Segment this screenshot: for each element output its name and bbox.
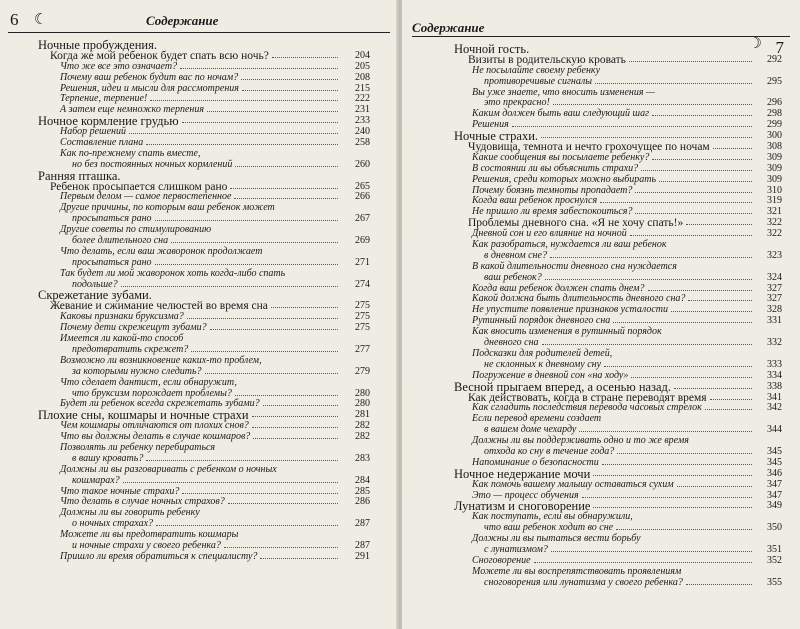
toc-entry-page: 327 [767,293,782,305]
toc-entry-page: 324 [767,271,782,283]
page-number: 7 [775,38,784,57]
toc-entry-page: 275 [355,300,370,312]
toc-entry-title: в дневном сне? [484,249,547,261]
toc-entry-title: в вашем доме чехарду [484,424,577,436]
toc-entry-page: 331 [767,315,782,327]
toc-entry [402,379,800,394]
toc-entry-page: 281 [355,409,370,421]
toc-entry-title: Ночной гость. [454,42,530,56]
toc-entry-page: 322 [767,228,782,240]
toc-entry-title: о ночных страхах? [72,518,154,530]
toc-entry-title: Как разобраться, нуждается ли ваш ребенок [472,239,667,251]
toc-entry-page: 338 [767,380,782,392]
toc-entry-title: более длительного сна [72,235,169,247]
dot-leader [579,431,752,432]
toc-entry-title: Как помочь вашему малышу оставаться сухим [472,478,674,490]
toc-entry-page: 283 [355,452,370,464]
dot-leader [241,79,338,80]
toc-entry-page: 271 [355,256,370,268]
toc-entry-title: Весной прыгаем вперед, а осенью назад. [454,379,672,394]
toc-entry-page: 298 [767,108,782,120]
toc-entry-title: Должны ли вы поддерживать одно и то же время [472,435,689,447]
toc-entry-title: А затем еще немножко терпения [60,104,205,116]
dot-leader [228,503,338,504]
toc-entry-page: 351 [767,543,782,555]
toc-entry-title: Рутинный порядок дневного сна [472,315,611,327]
dot-leader [629,61,752,62]
toc-entry-title: Жевание и сжимание челюстей во время сна [50,300,268,313]
toc-entry-title: Вы уже знаете, что вносить изменения — [472,86,655,98]
toc-entry-title: Дневной сон и его влияние на ночной [472,228,627,240]
toc-entry [0,334,398,345]
toc-entry [402,447,800,458]
toc-entry-title: Почему ваш ребенок будит вас по ночам? [60,71,239,83]
dot-leader [242,90,338,91]
dot-leader [551,551,752,552]
toc-entry-title: подольше? [72,278,118,290]
toc-entry-page: 258 [355,137,370,149]
dot-leader [686,584,752,585]
toc-entry-title: Какой должна быть длительность дневного сна? [472,293,686,305]
dot-leader [613,322,752,323]
dot-leader [688,300,752,301]
dot-leader [263,405,338,406]
dot-leader [182,493,338,494]
toc-entry-page: 274 [355,278,370,290]
toc-entry-title: противоречивые сигналы [484,75,592,87]
toc-entry-title: Терпение, терпение! [60,93,148,105]
toc-entry-page: 295 [767,75,782,87]
toc-entry [0,168,398,183]
toc-entry [402,262,800,273]
dot-leader [187,318,338,319]
toc-entry [402,88,800,99]
dot-leader [641,170,752,171]
toc-entry-page: 287 [355,539,370,551]
toc-entry-page: 349 [767,500,782,512]
toc-entry-page: 334 [767,369,782,381]
dot-leader [604,366,752,367]
dot-leader [512,126,752,127]
dot-leader [542,344,752,345]
dot-leader [146,144,338,145]
crescent-moon-icon: ☽ [748,36,762,52]
dot-leader [674,388,752,389]
toc-entry-page: 275 [355,322,370,334]
dot-leader [123,482,338,483]
toc-entry-page: 322 [767,217,782,229]
toc-entry-page: 215 [355,82,370,94]
dot-leader [631,377,752,378]
toc-entry-title: Лунатизм и сноговорение [454,499,591,514]
dot-leader [550,257,752,258]
toc-entry-page: 222 [355,93,370,105]
toc-entry-title: за которыми нужно следить? [72,365,202,377]
toc-entry-title: Что сделает дантист, если обнаружит, [60,376,237,388]
toc-entry-title: Напоминание о безопасности [472,456,599,468]
toc-entry-page: 287 [355,518,370,530]
dot-leader [652,115,752,116]
toc-entry-page: 266 [355,191,370,203]
toc-entry-title: Когда ваш ребенок проснулся [472,195,598,207]
dot-leader [534,562,752,563]
toc-entry-page: 291 [355,550,370,562]
toc-entry-title: Не пришло ли время забеспокоиться? [472,206,633,218]
toc-entry-page: 345 [767,456,782,468]
dot-leader [630,235,752,236]
toc-entry-page: 205 [355,60,370,72]
toc-entry [402,534,800,545]
toc-entry [402,403,800,414]
toc-entry [402,66,800,77]
toc-entry-title: Что же все это означает? [60,60,178,72]
toc-entry [0,443,398,454]
toc-entry-title: но без постоянных ночных кормлений [72,158,233,170]
toc-entry-title: В какой длительности дневного сна нуждается [472,260,677,272]
toc-entry [0,378,398,389]
left-page [0,0,398,629]
toc-entry-title: Почему боязнь темноты пропадает? [472,184,633,196]
dot-leader [205,373,338,374]
toc-entry-title: Каким должен быть ваш следующий шаг [472,108,649,120]
toc-entry-page: 355 [767,576,782,588]
toc-entry-page: 345 [767,445,782,457]
toc-entry-title: Что делать, если ваш жаворонок продолжает [60,245,263,257]
toc-entry-title: Что такое ночные страхи? [60,485,180,497]
dot-leader [659,181,752,182]
toc-entry-title: Должны ли вы говорить ребенку [60,507,200,519]
toc-entry-title: Можете ли вы предотвратить кошмары [60,529,239,541]
dot-leader [155,220,338,221]
toc-entry-title: Можете ли вы воспрепятствовать проявлениям [472,565,682,577]
running-header [8,8,390,33]
dot-leader [171,242,338,243]
toc-entry-title: Что вы должны делать в случае кошмаров? [60,431,251,443]
toc-entry-title: Решения, идеи и мысли для рассмотрения [60,82,239,94]
dot-leader [260,558,338,559]
toc-entry-page: 280 [355,398,370,410]
toc-entry [402,578,800,589]
dot-leader [635,213,752,214]
running-head-title: Содержание [146,13,219,28]
toc-entry-page: 323 [767,249,782,261]
toc-entry-title: Позволять ли ребенку перебираться [60,441,216,453]
toc-entry-page: 342 [767,402,782,414]
toc-entry-title: Как поступать, если вы обнаружили, [472,511,633,523]
dot-leader [271,307,338,308]
dot-leader [600,202,752,203]
toc-entry-title: Почему дети скрежещут зубами? [60,322,207,334]
dot-leader [582,497,752,498]
toc-entry [402,77,800,88]
toc-entry-title: отхода ко сну в течение года? [484,445,615,457]
right-page [402,0,800,629]
toc-entry [402,480,800,491]
toc-entry-title: Должны ли вы разговаривать с ребенком о ночных [60,463,277,475]
toc-entry-title: Когда же мой ребенок будет спать всю ночь? [50,49,269,62]
toc-entry-title: Что делать в случае ночных страхов? [60,496,225,508]
dot-leader [191,351,338,352]
dot-leader [671,311,752,312]
toc-entry [0,476,398,487]
toc-entry [0,269,398,280]
dot-leader [553,104,752,105]
toc-entry-title: Другие причины, по которым ваш ребенок может [60,202,275,214]
toc-entry-page: 347 [767,489,782,501]
toc-entry [0,465,398,476]
toc-entry-page: 275 [355,311,370,323]
toc-entry-title: Будет ли ребенок всегда скрежетать зубами? [60,398,260,410]
toc-entry-title: что ваш ребенок ходит во сне [484,522,614,534]
toc-entry-title: Набор решений [60,126,127,138]
dot-leader [252,427,338,428]
dot-leader [235,395,338,396]
toc-entry-page: 231 [355,104,370,116]
dot-leader [210,329,338,330]
dot-leader [705,409,752,410]
toc-entry-title: Чем кошмары отличаются от плохих снов? [60,420,249,432]
toc-entry [402,349,800,360]
toc-entry-page: 319 [767,195,782,207]
toc-entry-page: 269 [355,235,370,247]
toc-entry-page: 321 [767,206,782,218]
toc-entry-page: 233 [355,115,370,127]
toc-entry [402,186,800,197]
toc-entry-title: это прекрасно! [484,97,550,109]
toc-entry-title: Когда ваш ребенок должен спать днем? [472,282,645,294]
toc-entry-title: Ночное недержание мочи [454,466,591,481]
toc-entry-page: 344 [767,424,782,436]
toc-entry-page: 279 [355,365,370,377]
toc-entry-page: 282 [355,420,370,432]
dot-leader [541,137,752,138]
toc-entry [0,73,398,84]
toc-entry [0,508,398,519]
toc-entry-page: 285 [355,485,370,497]
toc-entry-title: Не упустите появление признаков усталости [472,304,669,316]
toc-entry-title: Подсказки для родителей детей, [472,347,613,359]
toc-entry-title: Если перевод времени создает [472,413,602,425]
toc-entry-page: 296 [767,97,782,109]
dot-leader [207,111,338,112]
toc-entry-page: 352 [767,554,782,566]
toc-entry [402,327,800,338]
toc-entry-page: 309 [767,173,782,185]
toc-entry-title: Как вносить изменения в рутинный порядок [472,326,662,338]
toc-entry [0,247,398,258]
dot-leader [129,133,338,134]
toc-entry-title: Другие советы по стимулированию [60,224,212,236]
toc-entry [402,55,800,66]
toc-entry-page: 204 [355,49,370,61]
dot-leader [272,57,338,58]
dot-leader [235,166,338,167]
toc-entry-title: что бруксизм порождает проблемы? [72,387,232,399]
toc-entry-title: Ночные страхи. [454,129,539,144]
toc-entry-page: 308 [767,141,782,153]
toc-entry-title: с лунатизмом? [484,543,548,555]
toc-entry-title: просыпаться рано [72,256,152,268]
toc-entry-page: 300 [767,130,782,142]
toc-entry-title: ваш ребенок? [484,271,542,283]
toc-entry [402,414,800,425]
toc-entry-page: 299 [767,119,782,131]
toc-entry-title: В состоянии ли вы объяснить страхи? [472,162,639,174]
dot-leader [180,68,338,69]
toc-entry-page: 208 [355,71,370,83]
toc-entry-title: Погружение в дневной сон «на ходу» [472,369,629,381]
toc-entry-title: в вашу кровать? [72,452,144,464]
dot-leader [252,416,338,417]
dot-leader [595,83,752,84]
toc-entry-title: Скрежетание зубами. [38,288,152,303]
toc-entry-page: 332 [767,337,782,349]
dot-leader [616,529,752,530]
dot-leader [155,264,338,265]
toc-entry-page: 341 [767,391,782,403]
toc-entry-title: просыпаться рано [72,213,152,225]
toc-entry-page: 284 [355,474,370,486]
dot-leader [234,198,338,199]
toc-entry-title: Ранняя пташка. [38,168,121,183]
crescent-moon-icon: ☾ [34,12,48,28]
toc-entry [0,552,398,563]
toc-entry-page: 292 [767,53,782,65]
toc-entry-title: Ночные пробуждения. [38,38,157,52]
toc-entry-title: Решения [472,119,509,131]
toc-entry-page: 267 [355,213,370,225]
toc-entry-page: 310 [767,184,782,196]
dot-leader [710,399,752,400]
toc-entry-title: Должны ли вы пытаться вести борьбу [472,533,641,545]
dot-leader [686,224,752,225]
toc-entry [402,273,800,284]
toc-entry-title: сноговорения или лунатизма у своего ребенка? [484,576,683,588]
toc-entry-title: кошмарах? [72,474,120,486]
toc-entry-title: Это — процесс обучения [472,489,579,501]
toc-entry [402,109,800,120]
toc-entry-title: Какие сообщения вы посылаете ребенку? [472,151,650,163]
table-of-contents [0,40,398,563]
table-of-contents [402,44,800,589]
toc-entry-title: и ночные страхи у своего ребенка? [72,539,221,551]
dot-leader [150,100,338,101]
toc-entry-title: Не посылайте своему ребенку [472,64,601,76]
toc-entry [0,367,398,378]
toc-entry-title: Визиты в родительскую кровать [468,53,626,66]
toc-entry-page: 333 [767,358,782,370]
toc-entry-page: 286 [355,496,370,508]
dot-leader [593,475,752,476]
toc-entry-title: Решения, среди которых можно выбирать [472,173,657,185]
toc-entry-page: 327 [767,282,782,294]
toc-entry [402,567,800,578]
toc-entry [0,225,398,236]
dot-leader [156,525,338,526]
dot-leader [253,438,338,439]
toc-entry-page: 282 [355,431,370,443]
toc-entry-page: 280 [355,387,370,399]
toc-entry-title: Как по-прежнему спать вместе, [60,147,201,159]
dot-leader [677,486,752,487]
toc-entry [402,175,800,186]
toc-entry-page: 346 [767,467,782,479]
dot-leader [230,188,338,189]
toc-entry-page: 277 [355,343,370,355]
dot-leader [652,159,752,160]
toc-entry-title: Составление плана [60,137,144,149]
toc-entry-title: Так будет ли мой жаворонок хоть когда-либо спать [60,267,286,279]
toc-entry-page: 328 [767,304,782,316]
dot-leader [224,547,338,548]
toc-entry-page: 350 [767,522,782,534]
toc-entry-page: 240 [355,126,370,138]
toc-entry-title: Имеется ли какой-то способ [60,333,184,345]
toc-entry [402,545,800,556]
toc-entry-title: Возможно ли возникновение каких-то проблем, [60,354,262,366]
dot-leader [602,464,752,465]
dot-leader [182,122,338,123]
dot-leader [545,279,752,280]
dot-leader [617,453,752,454]
dot-leader [648,290,753,291]
toc-entry [402,466,800,481]
toc-entry-title: Проблемы дневного сна. «Я не хочу спать!» [468,217,684,230]
toc-entry-title: Ночное кормление грудью [38,114,179,129]
toc-entry-page: 309 [767,151,782,163]
dot-leader [593,507,752,508]
dot-leader [713,148,752,149]
toc-entry [0,203,398,214]
toc-entry-title: Каковы признаки бруксизма? [60,311,184,323]
toc-entry-title: Пришло ли время обратиться к специалисту? [60,550,258,562]
toc-entry [402,240,800,251]
toc-entry-title: предотвратить скрежет? [72,343,189,355]
page-number: 6 [10,10,19,29]
toc-entry-title: Как действовать, когда в стране переводят время [468,391,707,404]
toc-entry-title: Сноговорение [472,554,531,566]
toc-entry-page: 260 [355,158,370,170]
toc-entry-title: Ребенок просыпается слишком рано [50,180,228,193]
toc-entry-page: 265 [355,180,370,192]
dot-leader [635,192,752,193]
toc-entry-title: не склонных к дневному сну [484,358,602,370]
running-head-title: Содержание [412,20,485,35]
toc-entry-title: дневного сна [484,337,539,349]
dot-leader [121,286,338,287]
toc-entry-page: 347 [767,478,782,490]
toc-entry-title: Чудовища, темнота и нечто грохочущее по ночам [468,141,710,154]
toc-entry-page: 309 [767,162,782,174]
toc-entry-title: Как сгладить последствия перевода часовых стрелок [472,402,702,414]
toc-entry-title: Плохие сны, кошмары и ночные страхи [38,408,249,423]
dot-leader [146,460,338,461]
toc-entry-title: Первым делом — самое первостепенное [60,191,232,203]
